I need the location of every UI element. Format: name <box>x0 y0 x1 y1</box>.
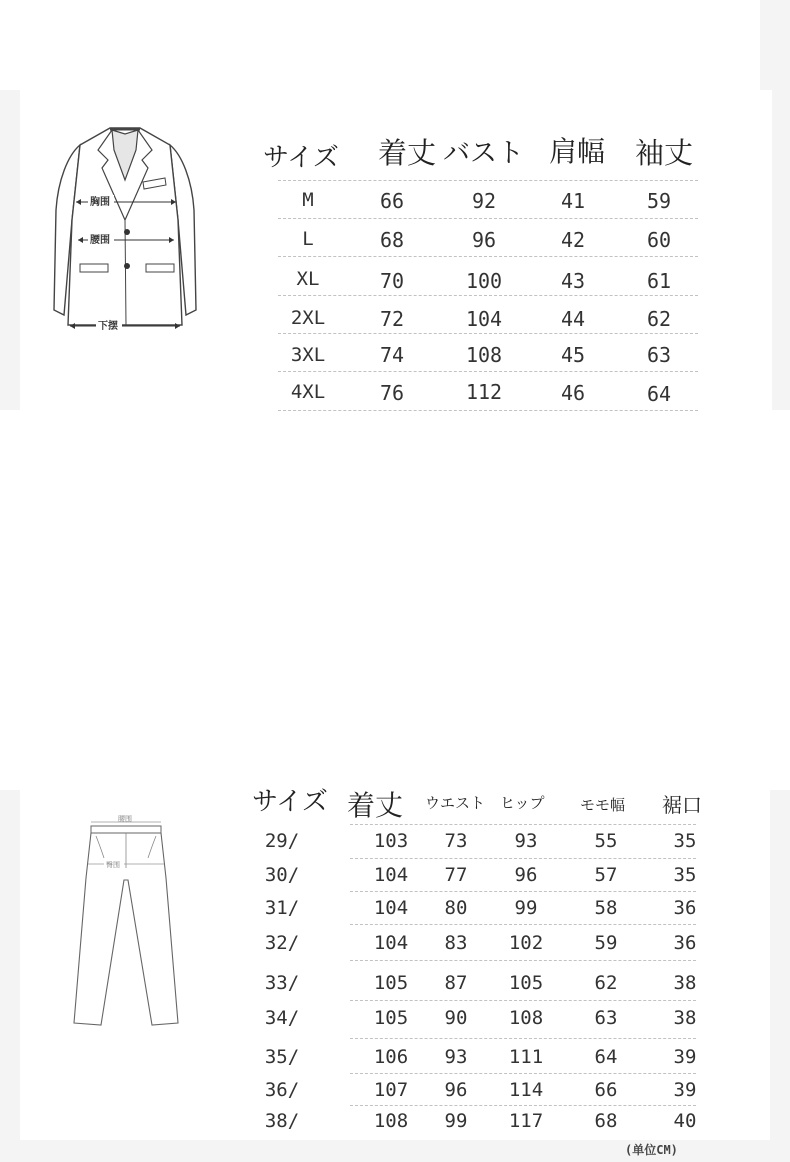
pants-length-cell: 103 <box>373 830 409 852</box>
jacket-shoulder-cell: 46 <box>560 381 586 405</box>
pants-hip-cell: 111 <box>508 1046 544 1068</box>
jacket-size-cell: L <box>302 228 314 250</box>
jacket-sleeve-cell: 63 <box>646 343 672 367</box>
jacket-shoulder-cell: 41 <box>560 189 586 213</box>
pants-size-cell: 38/ <box>264 1110 300 1132</box>
pants-size-cell: 34/ <box>264 1007 300 1029</box>
pants-hem-cell: 39 <box>673 1046 697 1068</box>
jacket-size-cell: 2XL <box>290 307 326 329</box>
jacket-bust-cell: 96 <box>471 228 497 252</box>
pants-waist-cell: 99 <box>444 1110 468 1132</box>
pants-row-separator <box>350 960 696 961</box>
pants-hem-cell: 36 <box>673 897 697 919</box>
pants-header-hem: 裾口 <box>662 793 702 817</box>
jacket-length-cell: 74 <box>379 343 405 367</box>
pants-hem-cell: 39 <box>673 1079 697 1101</box>
pants-icon <box>66 815 186 1028</box>
pants-header-length: 着丈 <box>347 789 404 822</box>
pants-hip-cell: 93 <box>514 830 538 852</box>
pants-row-separator <box>350 1073 696 1074</box>
pants-row-separator <box>350 1000 696 1001</box>
jacket-length-cell: 70 <box>379 269 405 293</box>
pants-hip-cell: 105 <box>508 972 544 994</box>
pants-hem-cell: 35 <box>673 864 697 886</box>
jacket-shoulder-cell: 43 <box>560 269 586 293</box>
pants-size-cell: 31/ <box>264 897 300 919</box>
pants-hem-cell: 40 <box>673 1110 697 1132</box>
jacket-sleeve-cell: 64 <box>646 382 672 406</box>
pants-hem-cell: 38 <box>673 1007 697 1029</box>
pants-length-cell: 106 <box>373 1046 409 1068</box>
jacket-row-separator <box>278 180 698 181</box>
jacket-shoulder-cell: 44 <box>560 307 586 331</box>
jacket-length-cell: 68 <box>379 228 405 252</box>
pants-waist-cell: 87 <box>444 972 468 994</box>
pants-size-cell: 33/ <box>264 972 300 994</box>
pants-size-cell: 29/ <box>264 830 300 852</box>
jacket-length-cell: 76 <box>379 381 405 405</box>
jacket-size-cell: M <box>302 189 314 211</box>
pants-thigh-cell: 59 <box>594 932 618 954</box>
pants-waist-cell: 83 <box>444 932 468 954</box>
jacket-header-shoulder: 肩幅 <box>549 135 606 168</box>
pants-thigh-cell: 62 <box>594 972 618 994</box>
jacket-sleeve-cell: 60 <box>646 228 672 252</box>
pants-thigh-cell: 57 <box>594 864 618 886</box>
jacket-bust-cell: 100 <box>465 269 503 293</box>
jacket-shoulder-cell: 45 <box>560 343 586 367</box>
jacket-row-separator <box>278 256 698 257</box>
jacket-sleeve-cell: 61 <box>646 269 672 293</box>
jacket-length-cell: 72 <box>379 307 405 331</box>
pants-hip-label: 臀围 <box>106 861 120 869</box>
pants-size-cell: 35/ <box>264 1046 300 1068</box>
pants-waist-cell: 77 <box>444 864 468 886</box>
jacket-header-length: 着丈 <box>378 136 437 170</box>
jacket-size-cell: XL <box>296 268 320 290</box>
jacket-waist-label: 腰围 <box>90 235 110 246</box>
pants-row-separator <box>350 924 696 925</box>
pants-hip-cell: 117 <box>508 1110 544 1132</box>
pants-size-cell: 36/ <box>264 1079 300 1101</box>
pants-header-waist: ウエスト <box>425 794 486 812</box>
pants-waist-cell: 93 <box>444 1046 468 1068</box>
jacket-hem-label: 下摆 <box>98 321 118 332</box>
jacket-row-separator <box>278 218 698 219</box>
pants-thigh-cell: 64 <box>594 1046 618 1068</box>
pants-header-size: サイズ <box>252 787 328 817</box>
jacket-row-separator <box>278 333 698 334</box>
pants-waist-label: 腰围 <box>118 815 132 823</box>
pants-thigh-cell: 58 <box>594 897 618 919</box>
jacket-size-cell: 3XL <box>290 344 326 366</box>
unit-label: (单位CM) <box>625 1143 678 1157</box>
pants-hip-cell: 108 <box>508 1007 544 1029</box>
jacket-row-separator <box>278 295 698 296</box>
jacket-shoulder-cell: 42 <box>560 228 586 252</box>
middle-panel <box>0 410 790 790</box>
pants-thigh-cell: 68 <box>594 1110 618 1132</box>
pants-size-cell: 30/ <box>264 864 300 886</box>
pants-row-separator <box>350 891 696 892</box>
pants-row-separator <box>350 824 696 825</box>
pants-length-cell: 104 <box>373 897 409 919</box>
jacket-length-cell: 66 <box>379 189 405 213</box>
jacket-chest-label: 胸围 <box>90 197 110 208</box>
pants-length-cell: 107 <box>373 1079 409 1101</box>
pants-thigh-cell: 55 <box>594 830 618 852</box>
pants-hip-cell: 96 <box>514 864 538 886</box>
top-strip <box>0 0 760 90</box>
pants-thigh-cell: 66 <box>594 1079 618 1101</box>
pants-header-hip: ヒップ <box>500 794 545 812</box>
pants-waist-cell: 90 <box>444 1007 468 1029</box>
jacket-size-cell: 4XL <box>290 381 326 403</box>
jacket-bust-cell: 104 <box>465 307 503 331</box>
jacket-header-bust: バスト <box>443 138 524 169</box>
jacket-header-size: サイズ <box>263 143 339 173</box>
pants-length-cell: 105 <box>373 1007 409 1029</box>
pants-size-cell: 32/ <box>264 932 300 954</box>
pants-hem-cell: 38 <box>673 972 697 994</box>
pants-waist-cell: 73 <box>444 830 468 852</box>
pants-thigh-cell: 63 <box>594 1007 618 1029</box>
pants-hem-cell: 35 <box>673 830 697 852</box>
pants-length-cell: 104 <box>373 932 409 954</box>
pants-waist-cell: 96 <box>444 1079 468 1101</box>
pants-header-thigh: モモ幅 <box>580 796 626 814</box>
pants-hip-cell: 102 <box>508 932 544 954</box>
jacket-header-sleeve: 袖丈 <box>635 136 694 170</box>
pants-waist-cell: 80 <box>444 897 468 919</box>
jacket-row-separator <box>278 371 698 372</box>
jacket-sleeve-cell: 59 <box>646 189 672 213</box>
jacket-bust-cell: 108 <box>465 343 503 367</box>
pants-row-separator <box>350 1038 696 1039</box>
pants-length-cell: 104 <box>373 864 409 886</box>
jacket-bust-cell: 92 <box>471 189 497 213</box>
jacket-row-separator <box>278 410 698 411</box>
pants-row-separator <box>350 1105 696 1106</box>
pants-hem-cell: 36 <box>673 932 697 954</box>
pants-length-cell: 105 <box>373 972 409 994</box>
jacket-sleeve-cell: 62 <box>646 307 672 331</box>
pants-row-separator <box>350 858 696 859</box>
jacket-icon <box>50 120 200 335</box>
jacket-bust-cell: 112 <box>465 380 503 404</box>
pants-length-cell: 108 <box>373 1110 409 1132</box>
pants-hip-cell: 99 <box>514 897 538 919</box>
pants-hip-cell: 114 <box>508 1079 544 1101</box>
